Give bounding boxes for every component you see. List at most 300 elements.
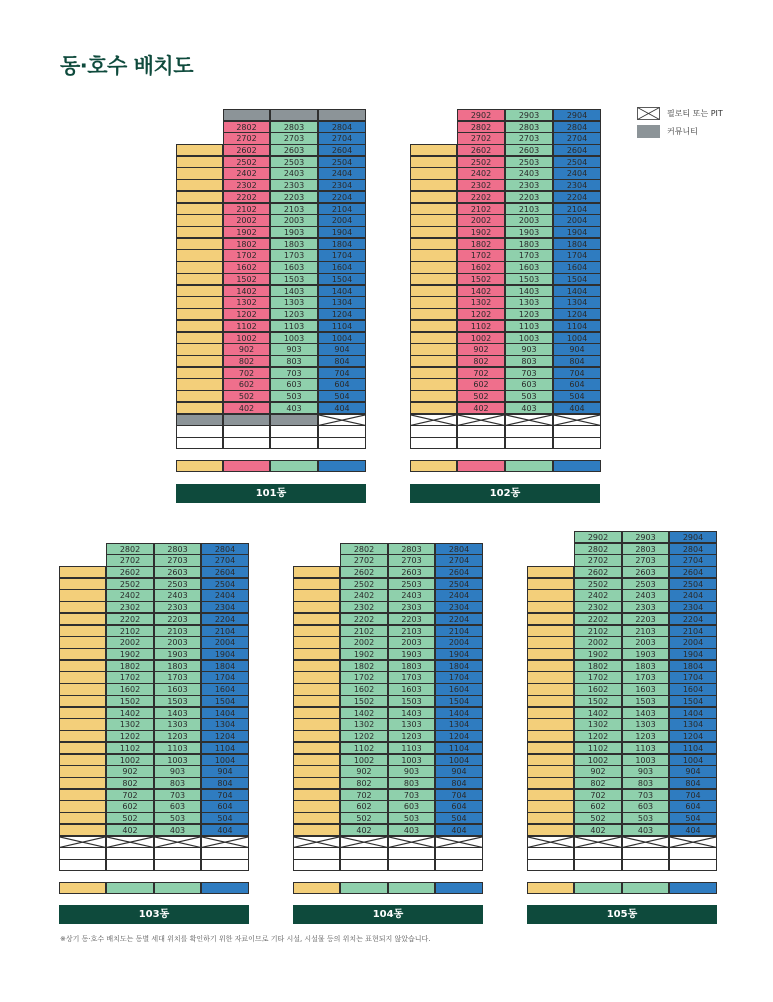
unit-cell: 402 <box>106 824 154 836</box>
unit-cell <box>410 249 457 261</box>
unit-cell: 2104 <box>435 625 483 637</box>
blank-cell <box>318 425 366 437</box>
unit-cell <box>410 402 457 414</box>
unit-type-label <box>669 882 717 894</box>
unit-cell: 2102 <box>574 625 622 637</box>
unit-cell: 2103 <box>270 203 318 215</box>
unit-cell: 2602 <box>574 566 622 578</box>
unit-cell: 1104 <box>435 742 483 754</box>
unit-cell <box>59 695 106 707</box>
unit-cell <box>293 777 340 789</box>
blank-cell <box>318 437 366 449</box>
blank-cell <box>410 425 457 437</box>
unit-cell: 1904 <box>435 648 483 660</box>
unit-cell: 1604 <box>201 683 249 695</box>
unit-cell: 1603 <box>505 261 553 273</box>
unit-cell: 2803 <box>270 121 318 133</box>
unit-cell: 1304 <box>201 718 249 730</box>
unit-cell: 1804 <box>553 238 601 250</box>
unit-cell: 2704 <box>201 554 249 566</box>
unit-cell <box>527 613 574 625</box>
unit-cell: 1602 <box>340 683 388 695</box>
unit-cell <box>176 191 223 203</box>
unit-cell: 1802 <box>457 238 505 250</box>
unit-cell <box>527 730 574 742</box>
pit-cell <box>59 836 106 848</box>
unit-cell: 2704 <box>553 132 601 144</box>
unit-cell: 1702 <box>457 249 505 261</box>
unit-cell: 1602 <box>223 261 270 273</box>
unit-cell: 2503 <box>270 156 318 168</box>
unit-cell: 1003 <box>154 754 201 766</box>
unit-cell: 2404 <box>553 167 601 179</box>
unit-cell: 1102 <box>340 742 388 754</box>
pit-cell <box>410 414 457 426</box>
unit-cell <box>59 800 106 812</box>
unit-cell: 804 <box>435 777 483 789</box>
unit-cell <box>176 378 223 390</box>
unit-cell: 502 <box>340 812 388 824</box>
unit-cell: 1902 <box>340 648 388 660</box>
unit-cell: 2503 <box>388 578 435 590</box>
unit-cell <box>527 636 574 648</box>
unit-cell: 2803 <box>154 543 201 555</box>
unit-cell: 2103 <box>154 625 201 637</box>
unit-cell: 402 <box>223 402 270 414</box>
unit-cell: 1402 <box>457 285 505 297</box>
unit-cell: 802 <box>223 355 270 367</box>
unit-cell: 1904 <box>318 226 366 238</box>
blank-cell <box>527 859 574 871</box>
unit-cell: 1003 <box>505 332 553 344</box>
unit-cell: 2902 <box>574 531 622 543</box>
unit-cell: 702 <box>106 789 154 801</box>
unit-type-label <box>318 460 366 472</box>
unit-cell: 1502 <box>223 273 270 285</box>
unit-cell: 1703 <box>388 671 435 683</box>
unit-cell: 2503 <box>505 156 553 168</box>
unit-cell <box>410 308 457 320</box>
unit-cell: 1902 <box>223 226 270 238</box>
unit-cell: 2703 <box>270 132 318 144</box>
unit-cell <box>293 660 340 672</box>
pit-cell <box>106 836 154 848</box>
blank-cell <box>553 437 601 449</box>
unit-cell: 2102 <box>106 625 154 637</box>
unit-cell: 2702 <box>457 132 505 144</box>
unit-cell: 2704 <box>669 554 717 566</box>
unit-cell: 504 <box>201 812 249 824</box>
unit-cell <box>59 824 106 836</box>
unit-cell: 1602 <box>574 683 622 695</box>
unit-cell: 1103 <box>505 320 553 332</box>
blank-cell <box>669 859 717 871</box>
unit-cell: 1204 <box>669 730 717 742</box>
unit-cell: 1504 <box>553 273 601 285</box>
blank-cell <box>223 425 270 437</box>
unit-cell: 1304 <box>318 296 366 308</box>
unit-cell: 2604 <box>318 144 366 156</box>
unit-cell: 1604 <box>553 261 601 273</box>
blank-cell <box>457 437 505 449</box>
unit-cell: 1702 <box>574 671 622 683</box>
unit-cell: 704 <box>553 367 601 379</box>
x-box-icon <box>637 107 660 120</box>
unit-cell: 2003 <box>270 214 318 226</box>
unit-cell: 2702 <box>340 554 388 566</box>
blank-cell <box>410 437 457 449</box>
unit-cell: 1202 <box>106 730 154 742</box>
unit-cell: 903 <box>388 765 435 777</box>
unit-cell: 402 <box>574 824 622 836</box>
blank-cell <box>154 859 201 871</box>
unit-cell: 604 <box>553 378 601 390</box>
unit-cell <box>293 589 340 601</box>
unit-cell <box>59 601 106 613</box>
unit-cell: 1603 <box>388 683 435 695</box>
unit-cell <box>527 695 574 707</box>
unit-cell: 603 <box>154 800 201 812</box>
pit-cell <box>201 836 249 848</box>
unit-cell: 1404 <box>553 285 601 297</box>
unit-cell: 1403 <box>154 707 201 719</box>
unit-cell: 2302 <box>106 601 154 613</box>
unit-cell: 2102 <box>457 203 505 215</box>
legend-item-community <box>637 124 723 138</box>
legend-item-pilotis <box>637 106 723 120</box>
unit-cell: 503 <box>505 390 553 402</box>
unit-cell: 1103 <box>270 320 318 332</box>
unit-cell: 2303 <box>388 601 435 613</box>
unit-cell: 902 <box>340 765 388 777</box>
unit-cell <box>410 355 457 367</box>
unit-cell: 2402 <box>223 167 270 179</box>
unit-cell: 1203 <box>388 730 435 742</box>
unit-cell: 2204 <box>435 613 483 625</box>
unit-cell <box>527 589 574 601</box>
unit-cell: 2203 <box>388 613 435 625</box>
unit-cell: 2802 <box>574 543 622 555</box>
unit-type-label <box>388 882 435 894</box>
unit-cell: 2902 <box>457 109 505 121</box>
unit-cell: 2204 <box>669 613 717 625</box>
unit-cell <box>59 566 106 578</box>
unit-type-label <box>176 460 223 472</box>
unit-cell: 803 <box>154 777 201 789</box>
unit-cell: 1603 <box>622 683 669 695</box>
unit-cell: 404 <box>318 402 366 414</box>
unit-cell: 2104 <box>201 625 249 637</box>
unit-cell: 704 <box>201 789 249 801</box>
unit-cell <box>59 636 106 648</box>
community-cell <box>223 414 270 426</box>
blank-cell <box>340 859 388 871</box>
unit-cell: 2403 <box>270 167 318 179</box>
unit-cell: 1703 <box>505 249 553 261</box>
unit-cell <box>527 648 574 660</box>
unit-cell <box>176 308 223 320</box>
unit-cell: 2503 <box>154 578 201 590</box>
unit-cell <box>410 273 457 285</box>
unit-cell: 1804 <box>201 660 249 672</box>
unit-cell: 2802 <box>340 543 388 555</box>
unit-cell: 1003 <box>622 754 669 766</box>
unit-cell: 1303 <box>388 718 435 730</box>
unit-cell <box>293 718 340 730</box>
unit-cell: 1704 <box>201 671 249 683</box>
unit-cell: 2003 <box>505 214 553 226</box>
unit-cell: 1704 <box>669 671 717 683</box>
unit-cell: 2303 <box>622 601 669 613</box>
unit-cell: 503 <box>270 390 318 402</box>
unit-cell: 802 <box>574 777 622 789</box>
unit-cell: 1504 <box>669 695 717 707</box>
unit-cell: 2002 <box>340 636 388 648</box>
building-name-label: 101동 <box>176 484 366 503</box>
blank-cell <box>574 859 622 871</box>
unit-cell: 2002 <box>457 214 505 226</box>
unit-cell: 2704 <box>318 132 366 144</box>
community-cell <box>270 109 318 121</box>
unit-cell: 1604 <box>318 261 366 273</box>
blank-cell <box>669 847 717 859</box>
unit-cell: 2702 <box>223 132 270 144</box>
unit-cell <box>293 754 340 766</box>
unit-type-label <box>457 460 505 472</box>
unit-cell <box>527 812 574 824</box>
unit-cell: 1603 <box>154 683 201 695</box>
unit-cell <box>176 273 223 285</box>
unit-cell: 604 <box>435 800 483 812</box>
unit-cell: 2702 <box>106 554 154 566</box>
unit-cell: 1503 <box>622 695 669 707</box>
unit-cell: 1402 <box>574 707 622 719</box>
unit-cell: 1302 <box>574 718 622 730</box>
unit-cell: 1302 <box>457 296 505 308</box>
unit-type-label <box>59 882 106 894</box>
unit-cell: 2903 <box>505 109 553 121</box>
unit-type-label <box>293 882 340 894</box>
unit-cell <box>527 578 574 590</box>
blank-cell <box>106 847 154 859</box>
unit-cell <box>176 390 223 402</box>
unit-cell <box>59 765 106 777</box>
unit-cell: 1804 <box>435 660 483 672</box>
unit-cell: 2802 <box>106 543 154 555</box>
community-cell <box>223 109 270 121</box>
unit-cell: 604 <box>669 800 717 812</box>
unit-cell: 403 <box>622 824 669 836</box>
unit-cell <box>410 343 457 355</box>
unit-cell: 2304 <box>553 179 601 191</box>
unit-cell: 1303 <box>505 296 553 308</box>
pit-cell <box>622 836 669 848</box>
unit-type-label <box>553 460 601 472</box>
unit-cell <box>527 718 574 730</box>
unit-cell <box>59 683 106 695</box>
unit-cell: 1204 <box>435 730 483 742</box>
unit-cell: 1604 <box>435 683 483 695</box>
blank-cell <box>201 859 249 871</box>
unit-cell <box>293 742 340 754</box>
unit-cell: 2804 <box>669 543 717 555</box>
unit-cell: 2602 <box>457 144 505 156</box>
unit-cell <box>410 261 457 273</box>
unit-cell: 2403 <box>622 589 669 601</box>
unit-cell: 2804 <box>201 543 249 555</box>
unit-cell: 903 <box>505 343 553 355</box>
unit-cell: 503 <box>622 812 669 824</box>
unit-cell: 804 <box>201 777 249 789</box>
unit-cell: 2604 <box>669 566 717 578</box>
unit-cell: 1204 <box>318 308 366 320</box>
unit-cell: 1904 <box>553 226 601 238</box>
unit-cell: 2404 <box>669 589 717 601</box>
blank-cell <box>176 425 223 437</box>
unit-cell: 403 <box>270 402 318 414</box>
unit-cell <box>527 800 574 812</box>
unit-cell <box>410 238 457 250</box>
unit-cell: 1303 <box>270 296 318 308</box>
unit-cell: 2302 <box>223 179 270 191</box>
unit-cell: 902 <box>223 343 270 355</box>
unit-type-label <box>340 882 388 894</box>
unit-cell <box>59 754 106 766</box>
unit-cell: 2102 <box>223 203 270 215</box>
unit-cell: 2604 <box>201 566 249 578</box>
unit-cell: 1803 <box>270 238 318 250</box>
unit-cell <box>176 296 223 308</box>
unit-cell: 2603 <box>622 566 669 578</box>
unit-cell <box>59 660 106 672</box>
unit-cell: 903 <box>270 343 318 355</box>
unit-cell: 1403 <box>505 285 553 297</box>
unit-cell: 702 <box>457 367 505 379</box>
unit-cell: 502 <box>223 390 270 402</box>
blank-cell <box>270 437 318 449</box>
unit-cell <box>410 378 457 390</box>
unit-type-label <box>574 882 622 894</box>
unit-type-label <box>201 882 249 894</box>
blank-cell <box>176 437 223 449</box>
unit-cell: 1502 <box>340 695 388 707</box>
unit-cell: 1703 <box>622 671 669 683</box>
unit-cell: 2604 <box>435 566 483 578</box>
unit-cell <box>527 742 574 754</box>
unit-cell <box>176 226 223 238</box>
pit-cell <box>293 836 340 848</box>
unit-cell: 403 <box>505 402 553 414</box>
unit-cell: 1004 <box>553 332 601 344</box>
unit-cell: 603 <box>505 378 553 390</box>
unit-cell: 802 <box>106 777 154 789</box>
unit-cell: 2604 <box>553 144 601 156</box>
unit-cell <box>410 332 457 344</box>
unit-cell: 1903 <box>505 226 553 238</box>
unit-cell: 804 <box>318 355 366 367</box>
unit-cell: 2402 <box>340 589 388 601</box>
unit-cell <box>293 707 340 719</box>
unit-cell <box>176 214 223 226</box>
pit-cell <box>388 836 435 848</box>
unit-cell: 1404 <box>669 707 717 719</box>
unit-cell <box>293 765 340 777</box>
footnote: ※상기 동·호수 배치도는 동별 세대 위치를 확인하기 위한 자료이므로 기타 시설, 시설물 등의 위치는 표현되지 않았습니다. <box>60 935 431 943</box>
unit-cell: 2802 <box>223 121 270 133</box>
pit-cell <box>669 836 717 848</box>
unit-type-label <box>270 460 318 472</box>
unit-cell: 1504 <box>435 695 483 707</box>
unit-cell: 2904 <box>669 531 717 543</box>
unit-cell: 2002 <box>106 636 154 648</box>
unit-cell <box>293 683 340 695</box>
unit-cell: 704 <box>669 789 717 801</box>
unit-cell: 2004 <box>553 214 601 226</box>
unit-cell: 1802 <box>106 660 154 672</box>
unit-cell: 2203 <box>622 613 669 625</box>
unit-cell: 1104 <box>669 742 717 754</box>
unit-cell <box>293 671 340 683</box>
blank-cell <box>154 847 201 859</box>
legend-label-pilotis: 필로티 또는 PIT <box>667 108 723 118</box>
unit-cell: 2303 <box>505 179 553 191</box>
unit-cell: 904 <box>318 343 366 355</box>
unit-cell: 1202 <box>223 308 270 320</box>
unit-cell: 2603 <box>388 566 435 578</box>
blank-cell <box>622 859 669 871</box>
unit-cell: 1704 <box>553 249 601 261</box>
unit-type-label <box>154 882 201 894</box>
unit-cell: 1102 <box>457 320 505 332</box>
community-cell <box>318 109 366 121</box>
unit-cell <box>293 601 340 613</box>
unit-cell <box>176 285 223 297</box>
unit-cell: 2503 <box>622 578 669 590</box>
unit-cell: 1104 <box>553 320 601 332</box>
unit-cell: 503 <box>154 812 201 824</box>
unit-cell: 2703 <box>622 554 669 566</box>
unit-cell: 2304 <box>435 601 483 613</box>
unit-cell: 1303 <box>622 718 669 730</box>
unit-cell: 2603 <box>270 144 318 156</box>
unit-cell: 2502 <box>574 578 622 590</box>
unit-cell: 2304 <box>669 601 717 613</box>
unit-cell: 1002 <box>457 332 505 344</box>
unit-cell: 1503 <box>154 695 201 707</box>
unit-cell: 2203 <box>270 191 318 203</box>
unit-cell: 602 <box>223 378 270 390</box>
unit-cell: 2404 <box>318 167 366 179</box>
pit-cell <box>154 836 201 848</box>
unit-cell: 504 <box>553 390 601 402</box>
community-cell <box>270 414 318 426</box>
unit-cell: 504 <box>318 390 366 402</box>
unit-cell: 2403 <box>154 589 201 601</box>
unit-cell: 2702 <box>574 554 622 566</box>
unit-cell <box>293 695 340 707</box>
unit-cell: 1903 <box>154 648 201 660</box>
unit-cell: 2004 <box>435 636 483 648</box>
unit-cell: 2504 <box>553 156 601 168</box>
unit-cell: 1203 <box>622 730 669 742</box>
unit-cell <box>59 613 106 625</box>
unit-type-label <box>527 882 574 894</box>
unit-cell <box>59 589 106 601</box>
blank-cell <box>293 859 340 871</box>
unit-cell: 1103 <box>388 742 435 754</box>
unit-cell <box>59 777 106 789</box>
unit-cell: 1102 <box>223 320 270 332</box>
